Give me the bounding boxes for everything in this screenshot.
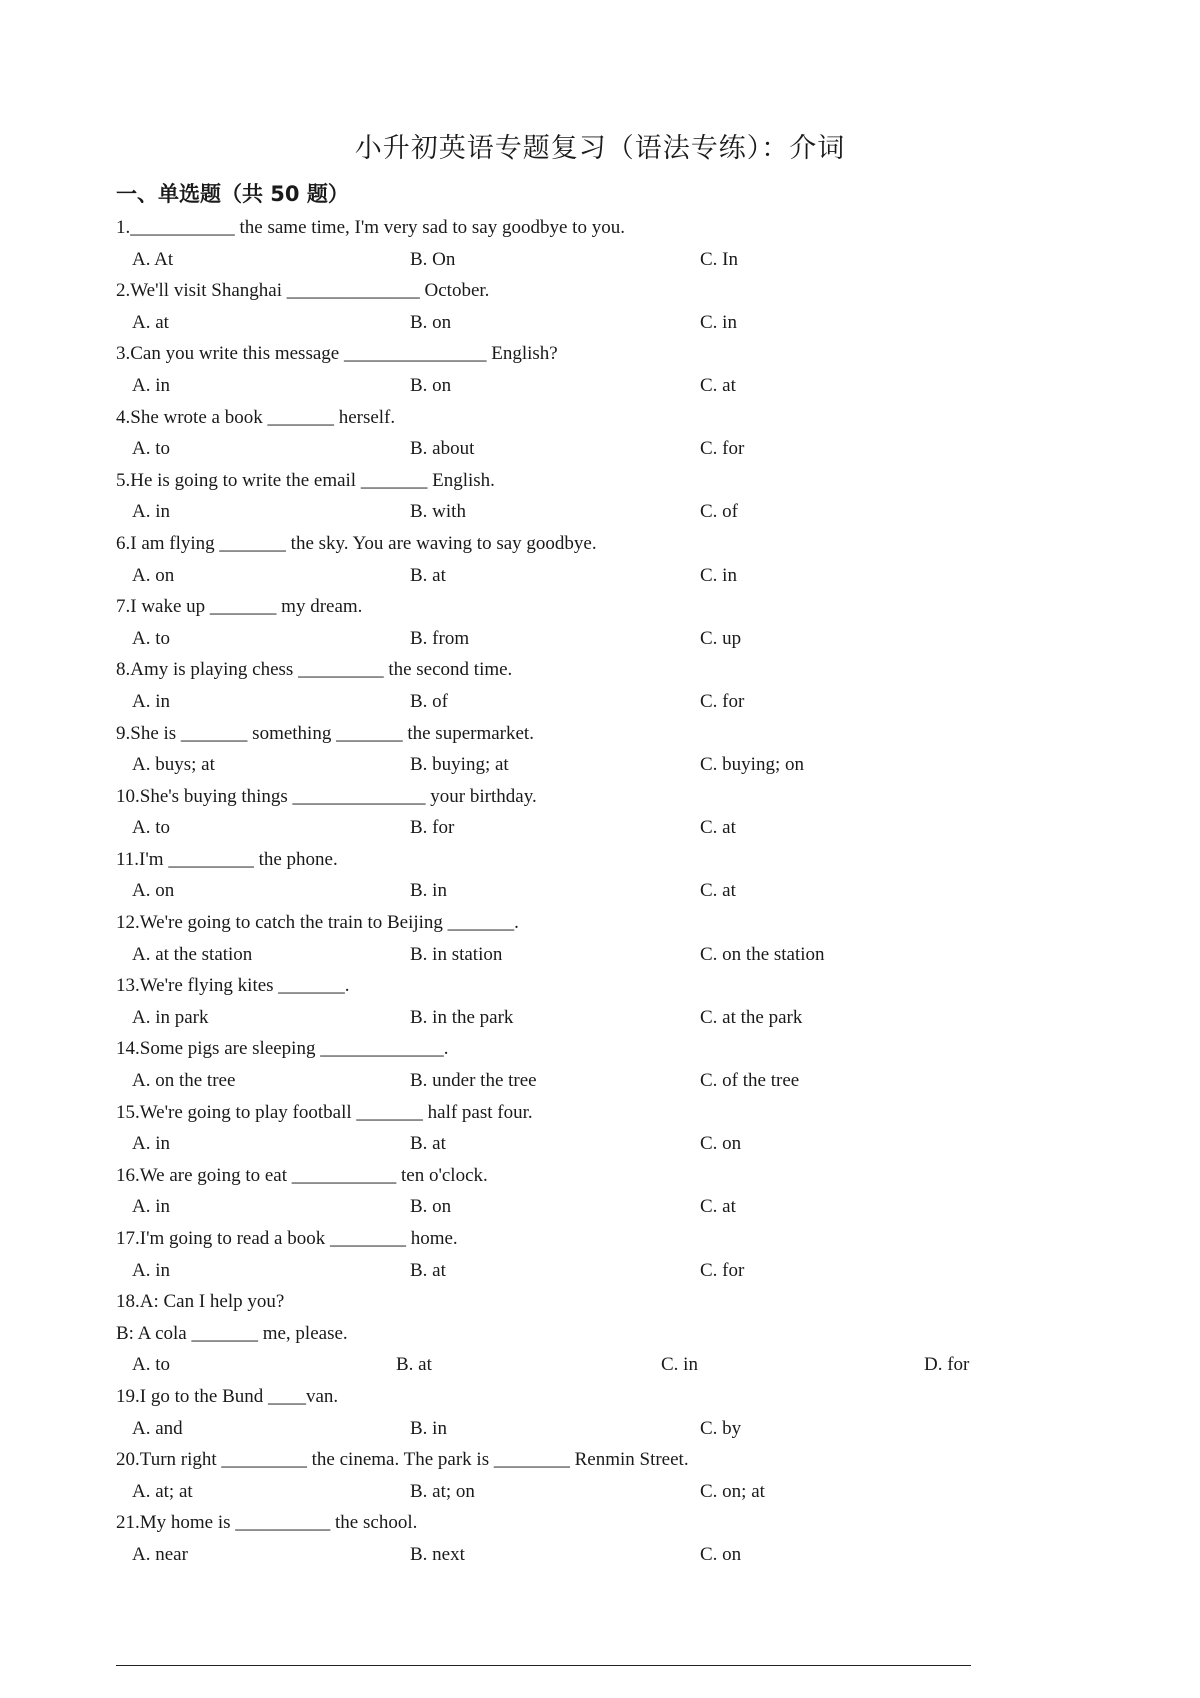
option-c[interactable]: C. in [700,311,737,333]
answer-options [116,1002,1016,1034]
question-item [116,1444,1016,1507]
option-b[interactable]: B. under the tree [410,1070,537,1092]
question-item [116,1507,1016,1570]
question-item [116,275,1016,338]
option-a[interactable]: A. in [132,1196,170,1218]
question-item [116,402,1016,465]
question-stem: 15.We're going to play football _______ half past four. [116,1101,533,1123]
question-item [116,338,1016,401]
question-item [116,591,1016,654]
answer-options [116,812,1016,844]
question-list [116,212,1016,1571]
option-b[interactable]: B. buying; at [410,754,509,776]
option-b[interactable]: B. from [410,627,470,649]
option-c[interactable]: C. on [700,1543,742,1565]
option-b[interactable]: B. on [410,311,452,333]
option-a[interactable]: A. in [132,1259,170,1281]
option-a[interactable]: A. on [132,880,175,902]
option-c[interactable]: C. on the station [700,943,825,965]
option-c[interactable]: C. in [661,1354,698,1376]
option-c[interactable]: C. for [700,438,745,460]
option-c[interactable]: C. on; at [700,1480,765,1502]
option-a[interactable]: A. in [132,374,170,396]
option-c[interactable]: C. at the park [700,1006,803,1028]
answer-options [116,875,1016,907]
answer-options [116,370,1016,402]
question-stem: 1.___________ the same time, I'm very sad to say goodbye to you. [116,217,625,238]
answer-options [116,623,1016,655]
option-a[interactable]: A. in park [132,1006,209,1028]
question-stem: 8.Amy is playing chess _________ the second time. [116,659,513,681]
question-stem: 19.I go to the Bund ____van. [116,1385,339,1407]
answer-options [116,1255,1016,1287]
option-b[interactable]: B. next [410,1543,465,1565]
option-c[interactable]: C. of the tree [700,1070,800,1092]
question-item [116,781,1016,844]
answer-options [116,496,1016,528]
option-b[interactable]: B. at [410,564,446,586]
question-item [116,718,1016,781]
option-c[interactable]: C. at [700,374,736,396]
option-a[interactable]: A. to [132,627,170,649]
question-stem-line-2: B: A cola _______ me, please. [116,1322,348,1344]
option-b[interactable]: B. about [410,438,475,460]
question-item [116,970,1016,1033]
option-a[interactable]: A. at the station [132,943,253,965]
option-b[interactable]: B. On [410,248,456,270]
question-stem: 7.I wake up _______ my dream. [116,596,363,618]
footer-divider [116,1665,971,1666]
question-stem: 9.She is _______ something _______ the supermarket. [116,722,534,744]
answer-options [116,560,1016,592]
answer-options [116,1413,1016,1445]
question-item [116,212,1016,275]
option-a[interactable]: A. At [132,248,174,270]
answer-options [116,1349,1016,1381]
question-stem: 11.I'm _________ the phone. [116,848,338,870]
question-stem: 20.Turn right _________ the cinema. The park is ________ Renmin Street. [116,1449,689,1471]
question-item [116,844,1016,907]
question-item [116,907,1016,970]
question-stem: 3.Can you write this message _______________ English? [116,343,558,365]
option-c[interactable]: C. for [700,1259,745,1281]
option-a[interactable]: A. at; at [132,1480,193,1502]
option-a[interactable]: A. and [132,1417,183,1439]
question-stem: 5.He is going to write the email _______ English. [116,469,495,491]
option-c[interactable]: C. at [700,880,736,902]
question-stem: 13.We're flying kites _______. [116,975,350,997]
option-a[interactable]: A. on the tree [132,1070,236,1092]
option-c[interactable]: C. up [700,627,742,649]
option-a[interactable]: A. to [132,817,170,839]
question-item [116,1033,1016,1096]
option-b[interactable]: B. in station [410,943,503,965]
option-c[interactable]: C. at [700,1196,736,1218]
answer-options [116,939,1016,971]
option-c[interactable]: C. by [700,1417,742,1439]
answer-options [116,1128,1016,1160]
option-d[interactable]: D. for [924,1354,970,1376]
question-item [116,1160,1016,1223]
question-item [116,1381,1016,1444]
question-item [116,465,1016,528]
option-a[interactable]: A. to [132,438,170,460]
answer-options [116,749,1016,781]
option-b[interactable]: B. for [410,817,455,839]
option-a[interactable]: A. on [132,564,175,586]
question-stem: 12.We're going to catch the train to Beijing _______. [116,912,519,934]
question-item [116,1223,1016,1286]
option-c[interactable]: C. in [700,564,737,586]
answer-options [116,433,1016,465]
option-c[interactable]: C. for [700,690,745,712]
answer-options [116,1476,1016,1508]
option-a[interactable]: A. buys; at [132,754,215,776]
question-item [116,1097,1016,1160]
option-b[interactable]: B. at [396,1354,432,1376]
question-stem: 10.She's buying things ______________ your birthday. [116,785,537,807]
option-c[interactable]: C. In [700,248,738,270]
question-stem: 16.We are going to eat ___________ ten o'clock. [116,1164,488,1186]
option-b[interactable]: B. at [410,1133,446,1155]
answer-options [116,244,1016,276]
question-stem: 2.We'll visit Shanghai ______________ October. [116,280,490,302]
question-stem: 18.A: Can I help you? [116,1291,285,1313]
question-stem: 4.She wrote a book _______ herself. [116,406,396,428]
option-c[interactable]: C. buying; on [700,754,804,776]
question-item [116,654,1016,717]
page-title: 小升初英语专题复习（语法专练）：介词 [354,133,846,164]
option-b[interactable]: B. on [410,374,452,396]
option-b[interactable]: B. in the park [410,1006,514,1028]
question-stem: 14.Some pigs are sleeping _____________. [116,1038,449,1060]
option-a[interactable]: A. in [132,690,170,712]
question-stem: 17.I'm going to read a book ________ home. [116,1228,458,1249]
option-b[interactable]: B. at; on [410,1480,475,1502]
option-b[interactable]: B. at [410,1259,446,1281]
question-item [116,1286,1016,1381]
answer-options [116,1065,1016,1097]
option-b[interactable]: B. in [410,1417,447,1439]
option-b[interactable]: B. on [410,1196,452,1218]
option-a[interactable]: A. in [132,501,170,523]
option-b[interactable]: B. in [410,880,447,902]
answer-options [116,307,1016,339]
option-a[interactable]: A. at [132,311,169,333]
option-b[interactable]: B. of [410,690,448,712]
option-a[interactable]: A. near [132,1543,188,1565]
answer-options [116,1191,1016,1223]
option-b[interactable]: B. with [410,501,466,523]
answer-options [116,686,1016,718]
question-stem: 6.I am flying _______ the sky. You are waving to say goodbye. [116,532,597,554]
option-c[interactable]: C. of [700,501,738,523]
option-a[interactable]: A. in [132,1133,170,1155]
option-c[interactable]: C. on [700,1133,742,1155]
answer-options [116,1539,1016,1571]
question-stem: 21.My home is __________ the school. [116,1512,418,1534]
section-heading: 一、单选题（共 50 题） [116,182,349,206]
question-item [116,528,1016,591]
option-c[interactable]: C. at [700,817,736,839]
option-a[interactable]: A. to [132,1354,170,1376]
